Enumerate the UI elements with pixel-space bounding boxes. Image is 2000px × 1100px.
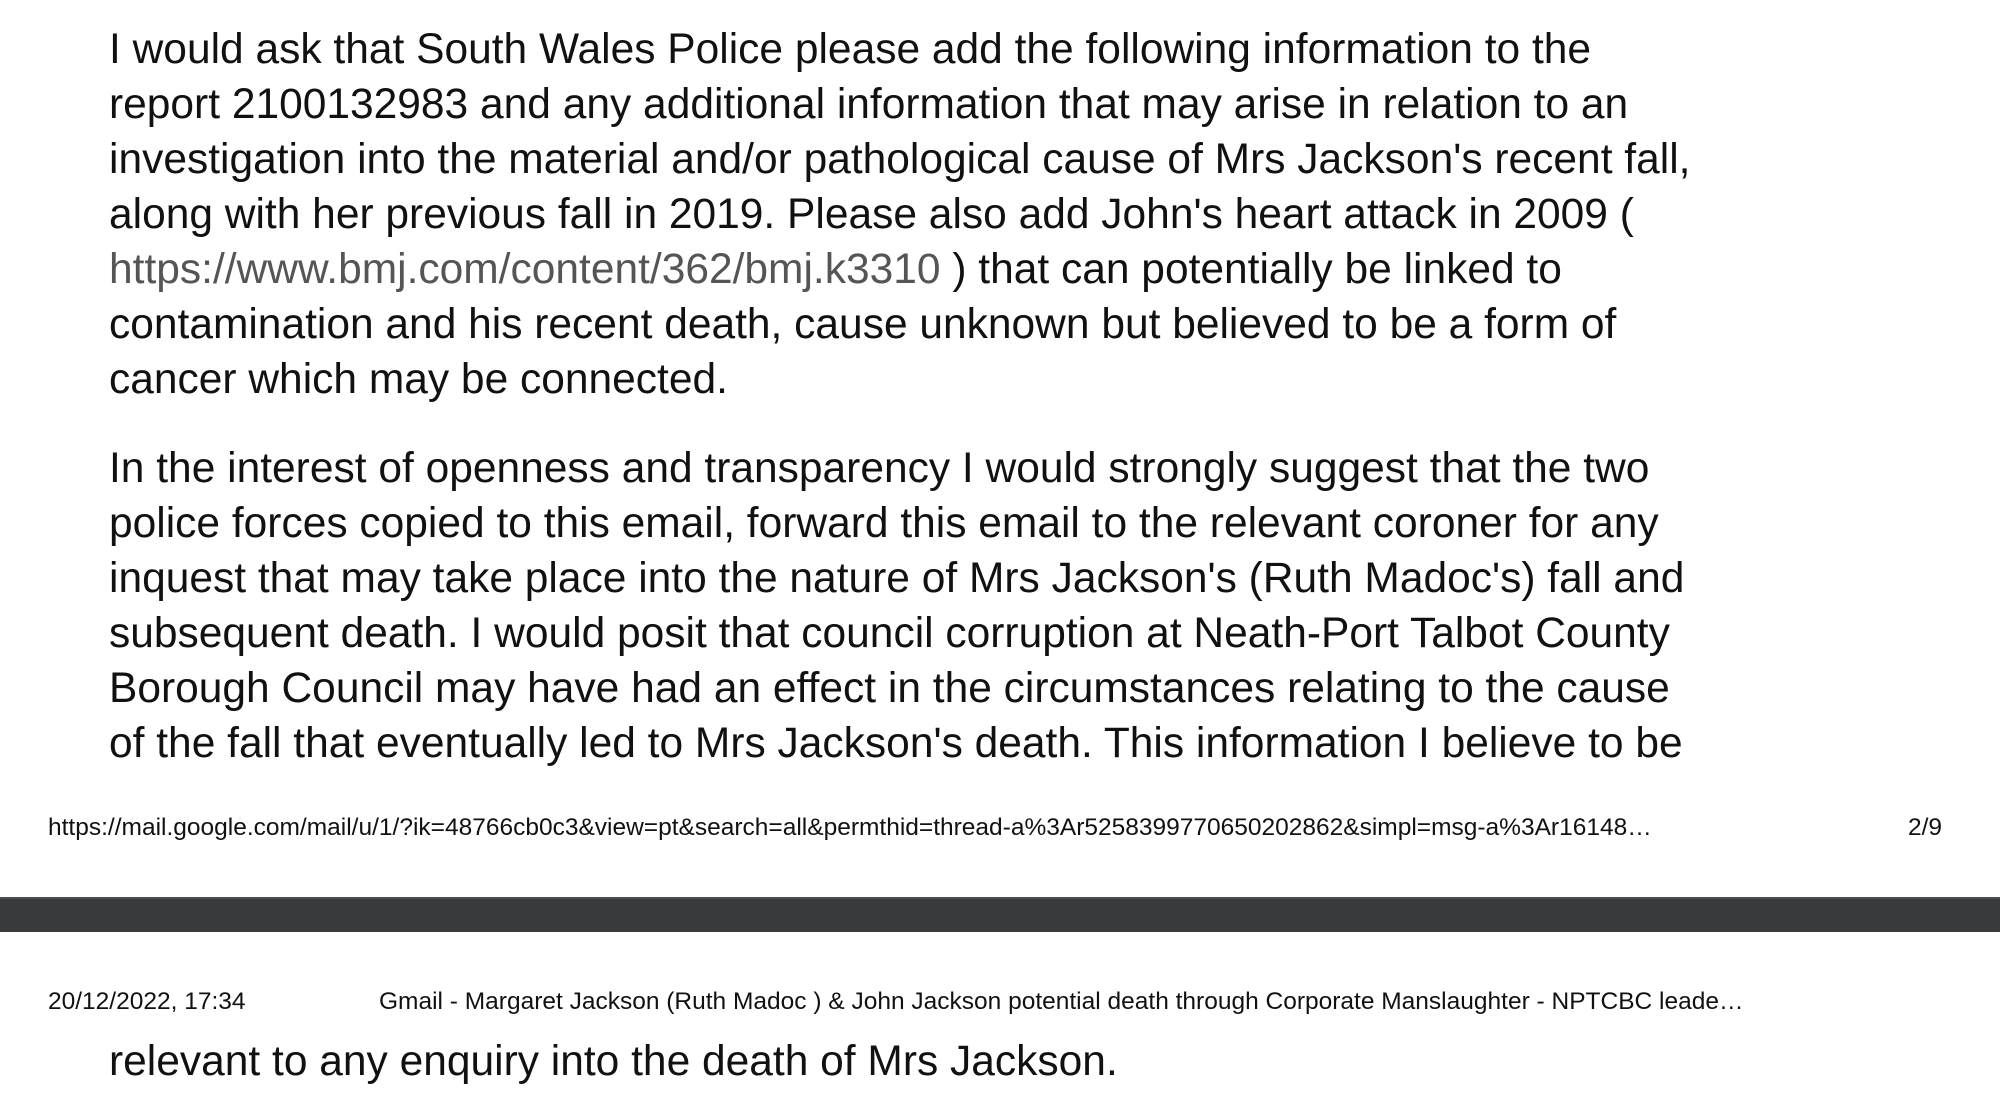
text-line: police forces copied to this email, forward this email to the relevant coroner for any bbox=[109, 500, 1659, 547]
text-line: Borough Council may have had an effect in the circumstances relating to the cause bbox=[109, 665, 1670, 712]
text-line: along with her previous fall in 2019. Please also add John's heart attack in 2009 ( bbox=[109, 191, 1634, 238]
text-line: In the interest of openness and transparency I would strongly suggest that the two bbox=[109, 445, 1650, 492]
print-date: 20/12/2022, 17:34 bbox=[48, 988, 246, 1015]
text-line: subsequent death. I would posit that council corruption at Neath-Port Talbot County bbox=[109, 610, 1670, 657]
email-body bbox=[109, 22, 1949, 771]
paragraph-2 bbox=[109, 441, 1949, 771]
text-line: of the fall that eventually led to Mrs Jackson's death. This information I believe to be bbox=[109, 720, 1683, 767]
text-line: contamination and his recent death, cause unknown but believed to be a form of bbox=[109, 301, 1617, 348]
page-number: 2/9 bbox=[1907, 814, 1942, 841]
footer-url: https://mail.google.com/mail/u/1/?ik=48766cb0c3&view=pt&search=all&permthid=thread-a%3Ar5258399770650202862&simpl=msg-a%3Ar16148… bbox=[48, 814, 1652, 841]
bmj-link[interactable]: https://www.bmj.com/content/362/bmj.k3310 bbox=[109, 246, 941, 293]
pdf-page-3 bbox=[0, 932, 2000, 1100]
text-line: investigation into the material and/or pathological cause of Mrs Jackson's recent fall, bbox=[109, 136, 1691, 183]
text-line-with-link bbox=[109, 242, 1949, 297]
text-line: I would ask that South Wales Police please add the following information to the bbox=[109, 26, 1592, 73]
continued-text: relevant to any enquiry into the death of Mrs Jackson. bbox=[109, 1038, 1118, 1085]
text-line: cancer which may be connected. bbox=[109, 356, 728, 403]
print-title: Gmail - Margaret Jackson (Ruth Madoc ) & John Jackson potential death through Corporate Manslaughter - NPTCBC leade… bbox=[379, 988, 1744, 1015]
text-after-link: ) that can potentially be linked to bbox=[940, 246, 1562, 293]
text-line: inquest that may take place into the nature of Mrs Jackson's (Ruth Madoc's) fall and bbox=[109, 555, 1685, 602]
page-separator bbox=[0, 897, 2000, 932]
text-line: report 2100132983 and any additional information that may arise in relation to an bbox=[109, 81, 1629, 128]
paragraph-1 bbox=[109, 22, 1949, 407]
